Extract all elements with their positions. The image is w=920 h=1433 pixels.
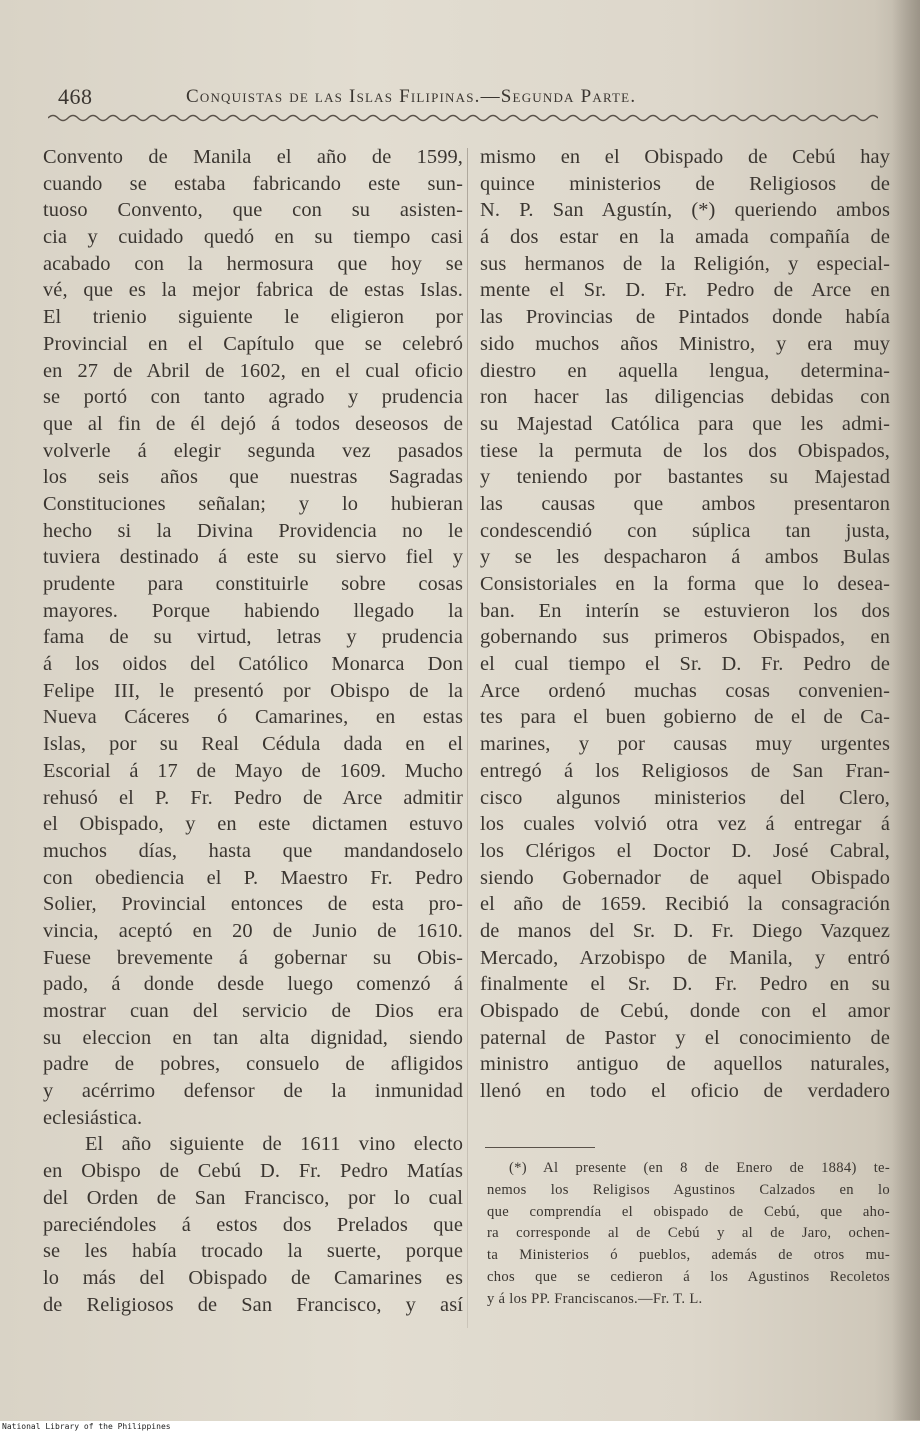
text-line: ron hacer las diligencias debidas con bbox=[480, 386, 890, 409]
text-line: padre de pobres, consuelo de afligidos bbox=[43, 1053, 463, 1076]
text-line: hecho si la Divina Providencia no le bbox=[43, 519, 463, 542]
text-line: gobernando sus primeros Obispados, en bbox=[480, 626, 890, 649]
left-text-column bbox=[43, 144, 463, 1318]
text-line: sido muchos años Ministro, y era muy bbox=[480, 332, 890, 355]
text-line: muchos días, hasta que mandandoselo bbox=[43, 839, 463, 862]
text-line: á dos estar en la amada compañía de bbox=[480, 226, 890, 249]
text-line: y teniendo por bastantes su Majestad bbox=[480, 466, 890, 489]
text-line: vé, que es la mejor fabrica de estas Islas. bbox=[43, 279, 463, 302]
text-line: Constituciones señalan; y lo hubieran bbox=[43, 492, 463, 515]
text-line: su Majestad Católica para que les admi- bbox=[480, 412, 890, 435]
text-line: Nueva Cáceres ó Camarines, en estas bbox=[43, 706, 463, 729]
text-line: tes para el buen gobierno de el de Ca- bbox=[480, 706, 890, 729]
text-line: rehusó el P. Fr. Pedro de Arce admitir bbox=[43, 786, 463, 809]
text-line: tuoso Convento, que con su asisten- bbox=[43, 199, 463, 222]
text-line: condescendió con súplica tan justa, bbox=[480, 519, 890, 542]
text-line: Islas, por su Real Cédula dada en el bbox=[43, 733, 463, 756]
footnote-line: ta Ministerios ó pueblos, además de otros mu- bbox=[487, 1247, 890, 1264]
text-line: mayores. Porque habiendo llegado la bbox=[43, 599, 463, 622]
text-line: de manos del Sr. D. Fr. Diego Vazquez bbox=[480, 919, 890, 942]
text-line: pado, á donde desde luego comenzó á bbox=[43, 973, 463, 996]
text-line: Arce ordenó muchas cosas convenien- bbox=[480, 679, 890, 702]
footnote-line: que comprendía el obispado de Cebú, que aho- bbox=[487, 1203, 890, 1220]
text-line: lo más del Obispado de Camarines es bbox=[43, 1266, 463, 1289]
text-line: vincia, aceptó en 20 de Junio de 1610. bbox=[43, 919, 463, 942]
text-line: llenó en todo el oficio de verdadero bbox=[480, 1080, 890, 1103]
text-line: Fuese brevemente á gobernar su Obis- bbox=[43, 946, 463, 969]
text-line: Escorial á 17 de Mayo de 1609. Mucho bbox=[43, 759, 463, 782]
text-line: el año de 1659. Recibió la consagración bbox=[480, 893, 890, 916]
text-line: tuviera destinado á este su siervo fiel y bbox=[43, 546, 463, 569]
text-line: y acérrimo defensor de la inmunidad bbox=[43, 1080, 463, 1103]
text-line: pareciéndoles á estos dos Prelados que bbox=[43, 1213, 463, 1236]
text-line: las Provincias de Pintados donde había bbox=[480, 306, 890, 329]
text-line: fama de su virtud, letras y prudencia bbox=[43, 626, 463, 649]
footnote-line: ra corresponde al de Cebú y al de Jaro, ochen- bbox=[487, 1225, 890, 1242]
footnote-line: nemos los Religisos Agustinos Calzados en lo bbox=[487, 1181, 890, 1198]
text-line: el Obispado, y en este dictamen estuvo bbox=[43, 813, 463, 836]
running-title: Conquistas de las Islas Filipinas.—Segunda Parte. bbox=[186, 86, 637, 107]
text-line: El trienio siguiente le eligieron por bbox=[43, 306, 463, 329]
text-line: El año siguiente de 1611 vino electo bbox=[85, 1133, 463, 1156]
text-line: Solier, Provincial entonces de esta pro- bbox=[43, 893, 463, 916]
text-line: los seis años que nuestras Sagradas bbox=[43, 466, 463, 489]
text-line: se portó con tanto agrado y prudencia bbox=[43, 386, 463, 409]
text-line: marines, y por causas muy urgentes bbox=[480, 733, 890, 756]
text-line: siendo Gobernador de aquel Obispado bbox=[480, 866, 890, 889]
text-line: ministro antiguo de aquellos naturales, bbox=[480, 1053, 890, 1076]
text-line: mente el Sr. D. Fr. Pedro de Arce en bbox=[480, 279, 890, 302]
text-line: mismo en el Obispado de Cebú hay bbox=[480, 146, 890, 168]
text-line: tiese la permuta de los dos Obispados, bbox=[480, 439, 890, 462]
text-line: diestro en aquella lengua, determina- bbox=[480, 359, 890, 382]
text-line: acabado con la hermosura que hoy se bbox=[43, 252, 463, 275]
right-text-column bbox=[480, 144, 890, 1105]
text-line: que al fin de él dejó á todos deseosos de bbox=[43, 412, 463, 435]
column-divider bbox=[467, 148, 468, 1328]
text-line: los cuales volvió otra vez á entregar á bbox=[480, 813, 890, 836]
text-line: prudente para constituirle sobre cosas bbox=[43, 573, 463, 595]
footnote-line: y á los PP. Franciscanos.—Fr. T. L. bbox=[487, 1290, 703, 1307]
ornamental-rule bbox=[48, 112, 878, 124]
text-line: las causas que ambos presentaron bbox=[480, 492, 890, 515]
text-line: volverle á elegir segunda vez pasados bbox=[43, 439, 463, 462]
text-line: N. P. San Agustín, (*) queriendo ambos bbox=[480, 199, 890, 222]
text-line: eclesiástica. bbox=[43, 1106, 143, 1129]
text-line: cia y cuidado quedó en su tiempo casi bbox=[43, 226, 463, 249]
text-line: Consistoriales en la forma que lo desea- bbox=[480, 573, 890, 595]
library-credit: National Library of the Philippines bbox=[2, 1422, 171, 1431]
page-number: 468 bbox=[58, 84, 93, 109]
footnote-rule bbox=[485, 1147, 595, 1148]
text-line: en Obispo de Cebú D. Fr. Pedro Matías bbox=[43, 1160, 463, 1183]
text-line: cuando se estaba fabricando este sun- bbox=[43, 172, 463, 195]
text-line: en 27 de Abril de 1602, en el cual oficio bbox=[43, 359, 463, 382]
footnote bbox=[487, 1158, 890, 1311]
text-line: el cual tiempo el Sr. D. Fr. Pedro de bbox=[480, 653, 890, 676]
text-line: quince ministerios de Religiosos de bbox=[480, 172, 890, 195]
text-line: Provincial en el Capítulo que se celebró bbox=[43, 332, 463, 355]
text-line: se les había trocado la suerte, porque bbox=[43, 1240, 463, 1263]
footnote-line: chos que se cedieron á los Agustinos Recoletos bbox=[487, 1268, 890, 1285]
text-line: Mercado, Arzobispo de Manila, y entró bbox=[480, 946, 890, 969]
text-line: mostrar cuan del servicio de Dios era bbox=[43, 1000, 463, 1022]
text-line: Convento de Manila el año de 1599, bbox=[43, 146, 463, 168]
text-line: sus hermanos de la Religión, y especial- bbox=[480, 252, 890, 275]
text-line: con obediencia el P. Maestro Fr. Pedro bbox=[43, 866, 463, 889]
text-line: entregó á los Religiosos de San Fran- bbox=[480, 759, 890, 782]
text-line: á los oidos del Católico Monarca Don bbox=[43, 653, 463, 676]
text-line: de Religiosos de San Francisco, y así bbox=[43, 1293, 463, 1316]
text-line: los Clérigos el Doctor D. José Cabral, bbox=[480, 839, 890, 862]
text-line: paternal de Pastor y el conocimiento de bbox=[480, 1026, 890, 1049]
text-line: su eleccion en tan alta dignidad, siendo bbox=[43, 1026, 463, 1049]
text-line: y se les despacharon á ambos Bulas bbox=[480, 546, 890, 569]
footnote-line: (*) Al presente (en 8 de Enero de 1884) te- bbox=[509, 1160, 890, 1176]
text-line: Obispado de Cebú, donde con el amor bbox=[480, 1000, 890, 1022]
text-line: cisco algunos ministerios del Clero, bbox=[480, 786, 890, 809]
text-line: finalmente el Sr. D. Fr. Pedro en su bbox=[480, 973, 890, 996]
text-line: ban. En interín se estuvieron los dos bbox=[480, 599, 890, 622]
text-line: Felipe III, le presentó por Obispo de la bbox=[43, 679, 463, 702]
text-line: del Orden de San Francisco, por lo cual bbox=[43, 1186, 463, 1209]
